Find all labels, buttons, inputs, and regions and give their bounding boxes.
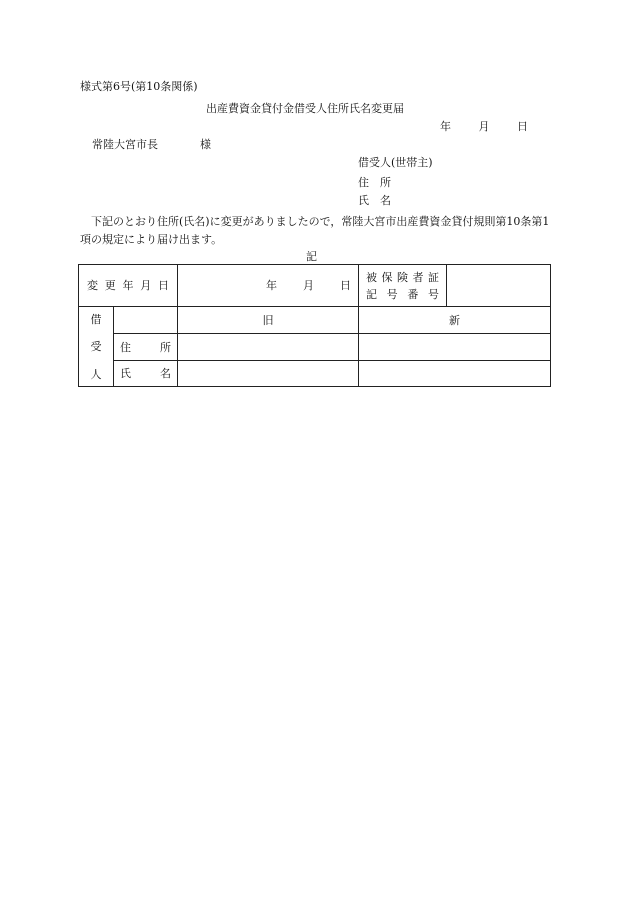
insured-label-char: 者 (412, 270, 424, 284)
date-day-label: 日 (517, 120, 528, 133)
row-name-char: 名 (160, 367, 171, 380)
form-number-label: 様式第6号(第10条関係) (80, 80, 198, 93)
document-title: 出産費資金貸付金借受人住所氏名変更届 (206, 102, 404, 115)
insured-label-char: 証 (428, 270, 439, 284)
change-notice-table (78, 264, 551, 387)
row-address-label (114, 334, 178, 361)
addressee-line (92, 139, 211, 150)
insured-card-number-field[interactable] (447, 265, 551, 307)
insured-label-char: 号 (386, 287, 398, 301)
new-name-field[interactable] (359, 361, 551, 387)
notice-body-text: 下記のとおり住所(氏名)に変更がありましたので，常陸大宮市出産費資金貸付規則第10条第1項の規定により届け出ます。 (80, 215, 550, 246)
old-name-field[interactable] (178, 361, 359, 387)
new-address-field[interactable] (359, 334, 551, 361)
row-address-char: 所 (160, 340, 171, 354)
insured-label-char: 号 (427, 287, 439, 301)
insured-label-char: 番 (407, 287, 419, 301)
change-day-label: 日 (340, 279, 351, 292)
change-date-char: 更 (104, 279, 116, 292)
borrower-char: 借 (90, 312, 102, 326)
change-date-label-cell (79, 265, 178, 307)
header-blank-cell (114, 307, 178, 334)
addressee-honorific: 様 (200, 138, 211, 151)
borrower-char: 受 (90, 340, 102, 353)
addressee-name: 常陸大宮市長 (92, 138, 158, 151)
change-date-char: 変 (87, 279, 98, 292)
change-date-char: 月 (140, 279, 152, 292)
date-year-label: 年 (440, 120, 451, 133)
old-column-header: 旧 (178, 307, 359, 334)
change-year-label: 年 (266, 279, 277, 292)
old-address-field[interactable] (178, 334, 359, 361)
insured-card-label-cell (359, 265, 447, 307)
insured-label-char: 記 (366, 287, 377, 301)
row-name-label (114, 361, 178, 387)
change-date-char: 日 (158, 279, 169, 292)
row-address-char: 住 (120, 340, 131, 354)
change-date-field[interactable] (178, 265, 359, 307)
date-month-label: 月 (478, 120, 490, 133)
insured-label-char: 被 (366, 270, 377, 284)
submission-date-line (440, 121, 528, 132)
ki-heading: 記 (306, 250, 317, 263)
borrower-vertical-label (79, 307, 114, 387)
new-column-header: 新 (359, 307, 551, 334)
insured-label-char: 険 (397, 270, 408, 284)
row-name-char: 氏 (120, 367, 131, 380)
change-date-char: 年 (122, 279, 134, 292)
applicant-name-label: 氏 名 (358, 194, 391, 207)
borrower-char: 人 (90, 367, 102, 381)
insured-label-char: 保 (381, 270, 393, 284)
borrower-label: 借受人(世帯主) (358, 156, 433, 169)
applicant-address-label: 住 所 (358, 176, 391, 189)
change-month-label: 月 (303, 279, 314, 292)
